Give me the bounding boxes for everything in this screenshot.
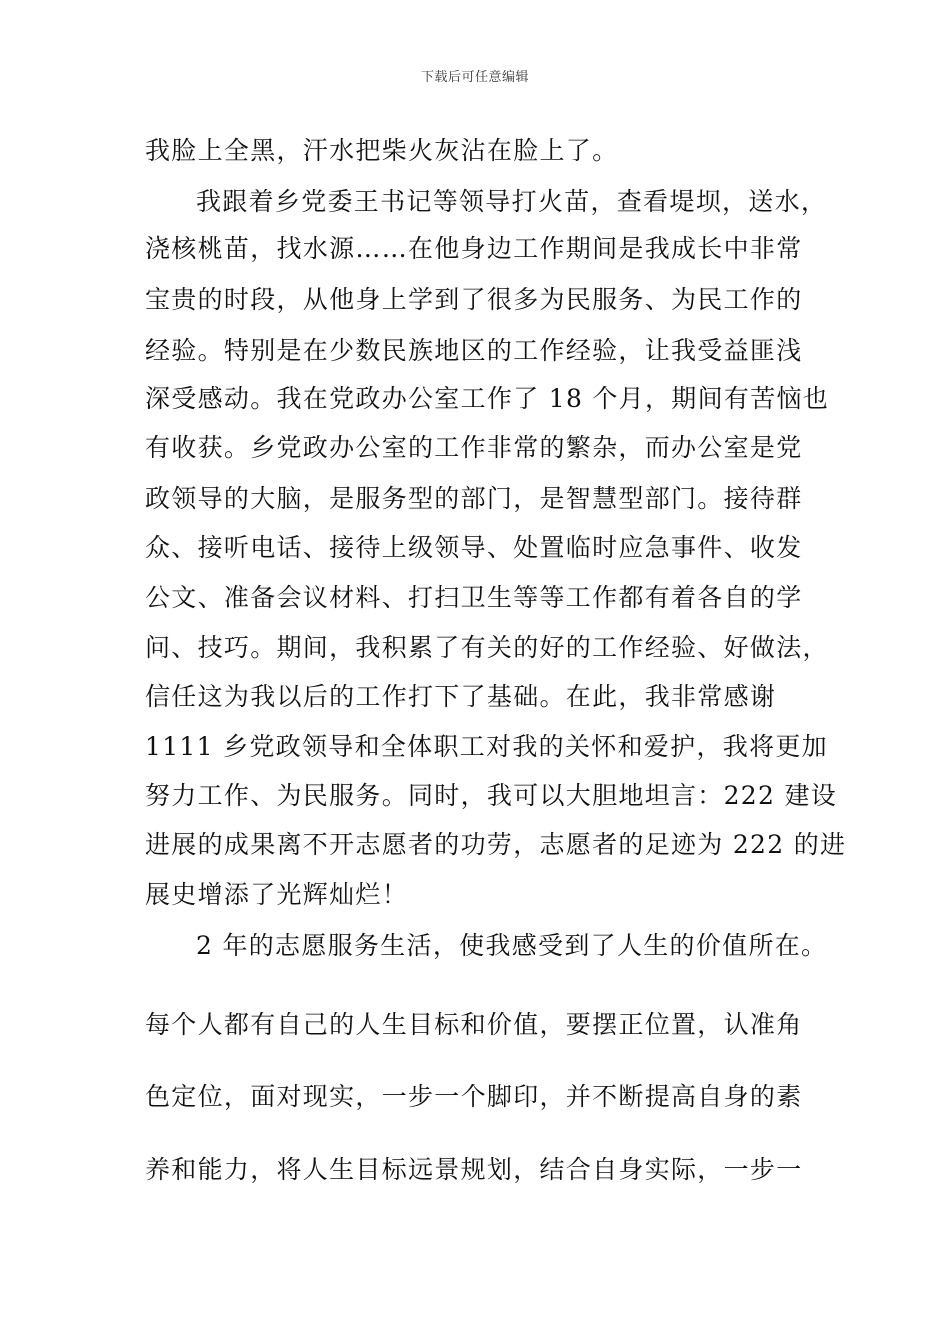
body-line: 有收获。乡党政办公室的工作非常的繁杂，而办公室是党 — [145, 433, 803, 462]
page-header: 下载后可任意编辑 — [420, 70, 529, 85]
body-line: 众、接听电话、接待上级领导、处置临时应急事件、收发 — [145, 533, 803, 562]
body-line: 公文、准备会议材料、打扫卫生等等工作都有着各自的学 — [145, 583, 803, 612]
body-line: 宝贵的时段，从他身上学到了很多为民服务、为民工作的 — [145, 285, 803, 314]
body-line: 1111 乡党政领导和全体职工对我的关怀和爱护，我将更加 — [145, 732, 828, 761]
body-line: 深受感动。我在党政办公室工作了 18 个月，期间有苦恼也 — [145, 384, 830, 413]
body-line: 展史增添了光辉灿烂！ — [145, 880, 409, 909]
body-line: 信任这为我以后的工作打下了基础。在此，我非常感谢 — [145, 682, 777, 711]
body-line: 我脸上全黑，汗水把柴火灰沾在脸上了。 — [145, 136, 619, 165]
body-line: 努力工作、为民服务。同时，我可以大胆地坦言：222 建设 — [145, 781, 838, 810]
body-line: 经验。特别是在少数民族地区的工作经验，让我受益匪浅 — [145, 336, 803, 365]
body-line: 问、技巧。期间，我积累了有关的好的工作经验、好做法， — [145, 633, 829, 662]
body-line: 养和能力，将人生目标远景规划，结合自身实际，一步一 — [145, 1155, 803, 1184]
body-line: 浇核桃苗，找水源……在他身边工作期间是我成长中非常 — [145, 234, 803, 263]
body-line: 色定位，面对现实，一步一个脚印，并不断提高自身的素 — [145, 1082, 803, 1111]
body-line: 进展的成果离不开志愿者的功劳，志愿者的足迹为 222 的进 — [145, 830, 847, 859]
body-line: 我跟着乡党委王书记等领导打火苗，查看堤坝，送水， — [196, 187, 828, 216]
body-line: 每个人都有自己的人生目标和价值，要摆正位置，认准角 — [145, 1010, 803, 1039]
body-line: 2 年的志愿服务生活，使我感受到了人生的价值所在。 — [196, 931, 828, 960]
body-line: 政领导的大脑，是服务型的部门，是智慧型部门。接待群 — [145, 484, 803, 513]
